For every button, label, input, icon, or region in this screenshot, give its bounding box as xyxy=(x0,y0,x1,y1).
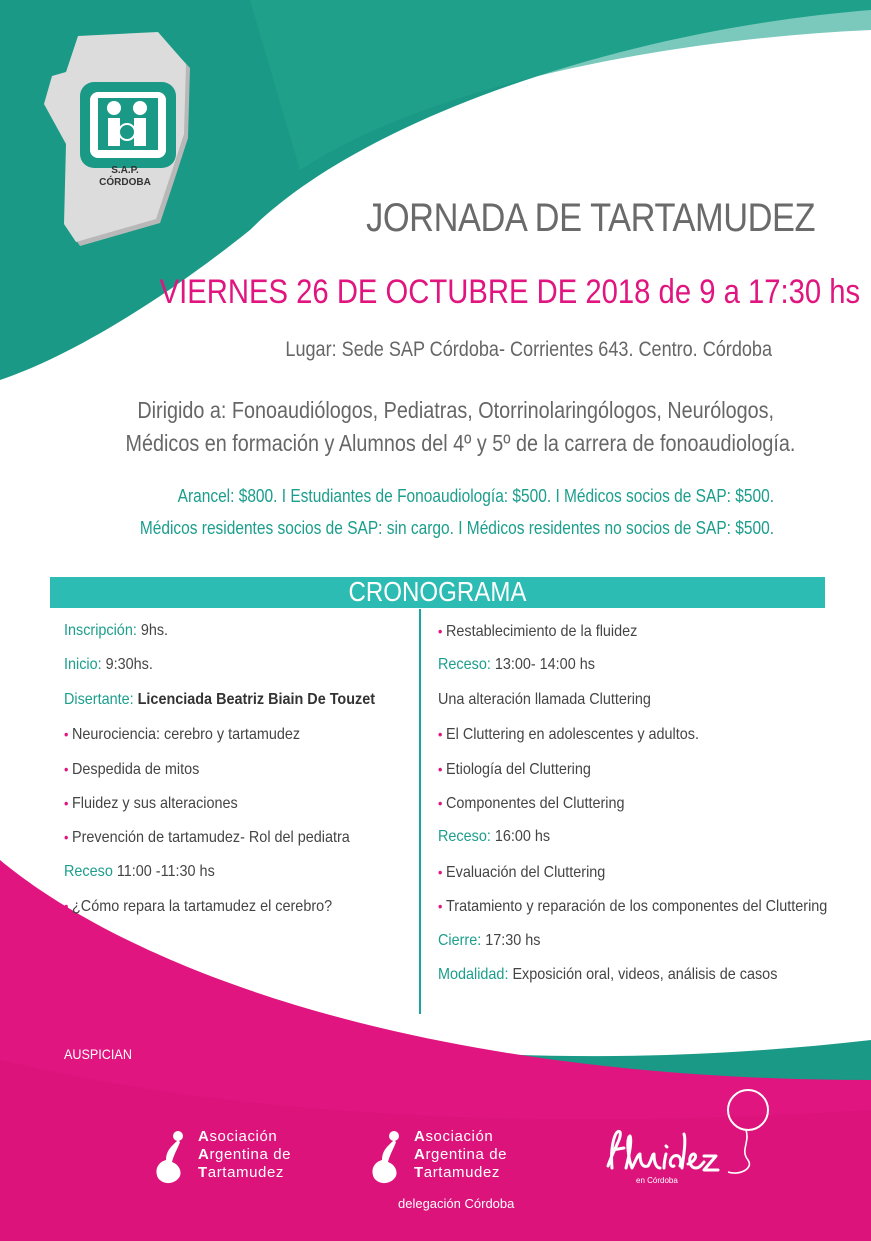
schedule-text: 13:00- 14:00 hs xyxy=(490,656,595,674)
bullet-icon: • xyxy=(438,863,443,880)
event-place: Lugar: Sede SAP Córdoba- Corrientes 643. Centro. Córdoba xyxy=(285,338,772,361)
schedule-item xyxy=(64,721,375,755)
schedule-item xyxy=(64,790,375,824)
schedule-item xyxy=(438,928,816,962)
event-date: VIERNES 26 DE OCTUBRE DE 2018 de 9 a 17:30 hs xyxy=(159,273,861,311)
aat-flower-icon xyxy=(368,1130,408,1188)
schedule-item xyxy=(64,687,375,721)
schedule-text: Evaluación del Cluttering xyxy=(446,863,606,881)
schedule-item xyxy=(438,721,816,755)
schedule-item xyxy=(438,824,816,858)
schedule-item xyxy=(438,756,816,790)
schedule-text: 9hs. xyxy=(136,622,169,639)
schedule-text: Neurociencia: cerebro y tartamudez xyxy=(72,726,301,744)
sap-logo-text xyxy=(95,165,155,189)
bullet-icon: • xyxy=(64,829,69,846)
schedule-left-column xyxy=(64,618,409,928)
schedule-item xyxy=(64,859,375,893)
schedule-label: Receso: xyxy=(438,656,491,674)
schedule-item xyxy=(64,618,375,652)
schedule-text: Etiología del Cluttering xyxy=(446,760,591,778)
fluidez-logo xyxy=(600,1088,780,1198)
schedule-text: Restablecimiento de la fluidez xyxy=(446,623,638,640)
bullet-icon: • xyxy=(438,898,443,915)
schedule-text: 11:00 -11:30 hs xyxy=(112,862,215,880)
fees-line-2: Médicos residentes socios de SAP: sin cargo. I Médicos residentes no socios de SAP: $500. xyxy=(139,518,774,538)
column-divider xyxy=(419,609,421,1014)
schedule-item xyxy=(64,652,375,686)
schedule-item xyxy=(438,962,816,996)
schedule-item xyxy=(64,893,375,927)
schedule-text: 9:30hs. xyxy=(101,656,153,674)
audience-line-2: Médicos en formación y Alumnos del 4º y 5º de la carrera de fonoaudiología. xyxy=(125,430,796,456)
schedule-text: Despedida de mitos xyxy=(72,760,200,778)
sap-line1: S.A.P. xyxy=(111,165,139,176)
schedule-item xyxy=(438,687,816,721)
page-title: JORNADA DE TARTAMUDEZ xyxy=(366,196,816,240)
schedule-text: 16:00 hs xyxy=(490,828,551,846)
delegation-label: delegación Córdoba xyxy=(398,1196,515,1211)
schedule-item xyxy=(438,790,816,824)
schedule-text: 17:30 hs xyxy=(481,931,541,949)
schedule-text: Fluidez y sus alteraciones xyxy=(72,794,238,812)
schedule-text: Una alteración llamada Cluttering xyxy=(438,690,651,708)
schedule-item xyxy=(64,756,375,790)
schedule-item xyxy=(438,859,816,893)
sap-cordoba-logo xyxy=(40,28,200,258)
aat-cordoba-logo xyxy=(368,1130,538,1190)
bullet-icon: • xyxy=(64,794,69,811)
schedule-text: Prevención de tartamudez- Rol del pediatra xyxy=(72,829,350,847)
sap-line2: CÓRDOBA xyxy=(99,177,151,188)
schedule-label: Inscripción: xyxy=(64,622,137,639)
bullet-icon: • xyxy=(64,898,69,915)
fees-line-1: Arancel: $800. I Estudiantes de Fonoaudiología: $500. I Médicos socios de SAP: $500. xyxy=(177,486,774,506)
bullet-icon: • xyxy=(64,726,69,743)
schedule-item xyxy=(438,893,828,927)
fluidez-subtitle: en Córdoba xyxy=(636,1176,678,1185)
bullet-icon: • xyxy=(438,623,443,639)
aat-logo-text: Asociación Argentina de Tartamudez xyxy=(198,1128,292,1181)
bullet-icon: • xyxy=(438,794,443,811)
schedule-heading: CRONOGRAMA xyxy=(348,576,527,607)
aat-logo xyxy=(152,1130,322,1190)
schedule-text: El Cluttering en adolescentes y adultos. xyxy=(446,726,699,744)
schedule-text: ¿Cómo repara la tartamudez el cerebro? xyxy=(72,898,333,916)
bullet-icon: • xyxy=(438,726,443,743)
schedule-item xyxy=(438,652,816,686)
schedule-label: Receso: xyxy=(438,828,491,846)
schedule-label: Inicio: xyxy=(64,656,102,674)
schedule-label: Disertante: xyxy=(64,690,134,708)
aat-logo-text: Asociación Argentina de Tartamudez xyxy=(414,1128,508,1181)
schedule-text: Componentes del Cluttering xyxy=(446,794,625,812)
bullet-icon: • xyxy=(64,760,69,777)
schedule-item xyxy=(438,618,816,652)
top-teal-light xyxy=(250,0,871,170)
schedule-label: Modalidad: xyxy=(438,965,509,983)
schedule-item xyxy=(64,824,375,858)
schedule-right-column xyxy=(438,618,858,996)
schedule-label: Cierre: xyxy=(438,931,482,949)
speaker-name: Licenciada Beatriz Biain De Touzet xyxy=(133,690,376,708)
schedule-text: Exposición oral, videos, análisis de casos xyxy=(508,965,778,983)
schedule-text: Tratamiento y reparación de los componentes del Cluttering xyxy=(446,898,828,916)
audience-line-1: Dirigido a: Fonoaudiólogos, Pediatras, Otorrinolaringólogos, Neurólogos, xyxy=(137,397,774,423)
aat-flower-icon xyxy=(152,1130,192,1188)
bullet-icon: • xyxy=(438,760,443,777)
schedule-label: Receso xyxy=(64,862,113,880)
sponsors-label: AUSPICIAN xyxy=(64,1046,132,1062)
